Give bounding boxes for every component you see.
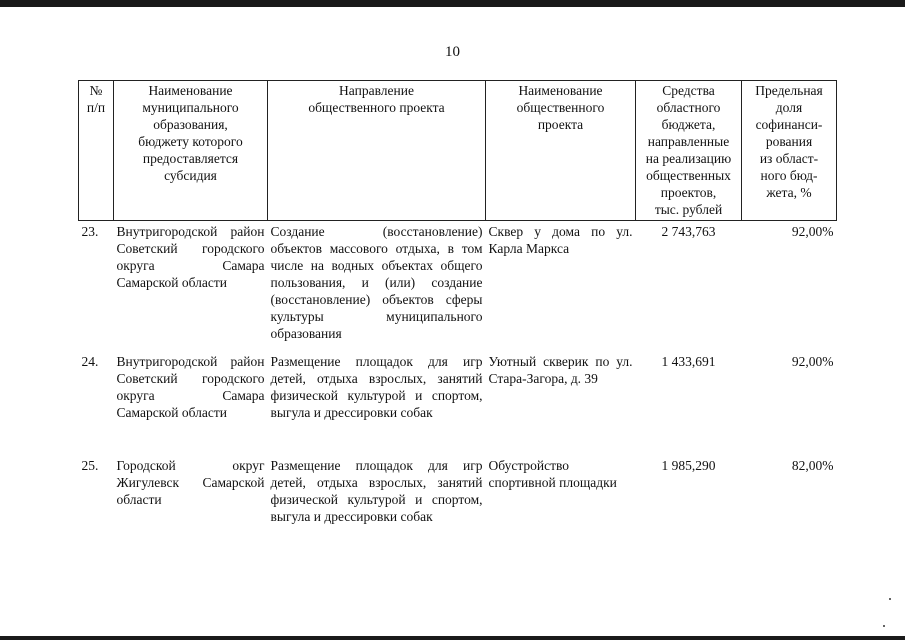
header-municipality: Наименование муниципального образования, бюджету которого предоставляется субсидия xyxy=(114,81,268,221)
row-municipality: Городской округ Жигулевск Самарской области xyxy=(116,458,265,507)
page-number: 10 xyxy=(445,44,460,60)
row-number: 24. xyxy=(81,354,99,369)
header-project: Наименование общественного проекта xyxy=(486,81,636,221)
header-funds: Средства областного бюджета, направленные на реализацию общественных проектов, тыс. рублей xyxy=(636,81,742,221)
row-direction: Создание (восстановление) объектов массового отдыха, в том числе на водных объектах общего пользования, и (или) создание (восстановление) объектов сферы культуры муниципального образования xyxy=(270,224,483,341)
row-project: Обустройство спортивной площадки xyxy=(488,458,617,490)
header-share: Предельная доля софинанси- рования из област- ного бюд- жета, % xyxy=(742,81,837,221)
table-row xyxy=(79,455,837,547)
row-funds: 1 985,290 xyxy=(661,458,716,473)
header-number: № п/п xyxy=(79,81,114,221)
header-direction: Направление общественного проекта xyxy=(268,81,486,221)
scan-speck xyxy=(889,598,891,600)
table-header-row xyxy=(79,81,837,221)
table-row xyxy=(79,351,837,455)
top-edge-rule xyxy=(0,0,905,7)
row-number: 23. xyxy=(81,224,99,239)
scan-speck xyxy=(883,625,885,627)
row-funds: 2 743,763 xyxy=(661,224,716,239)
row-direction: Размещение площадок для игр детей, отдыха взрослых, занятий физической культурой и спортом, выгула и дрессировки собак xyxy=(270,354,483,420)
row-municipality: Внутригородской район Советский городского округа Самара Самарской области xyxy=(116,354,265,420)
row-number: 25. xyxy=(81,458,99,473)
row-share: 82,00% xyxy=(791,458,834,473)
row-direction: Размещение площадок для игр детей, отдыха взрослых, занятий физической культурой и спортом, выгула и дрессировки собак xyxy=(270,458,483,524)
row-project: Уютный скверик по ул. Стара-Загора, д. 39 xyxy=(488,354,633,386)
row-project: Сквер у дома по ул. Карла Маркса xyxy=(488,224,633,256)
subsidy-table xyxy=(78,80,837,547)
row-share: 92,00% xyxy=(791,224,834,239)
bottom-edge-rule xyxy=(0,636,905,640)
row-funds: 1 433,691 xyxy=(661,354,716,369)
table-row xyxy=(79,221,837,352)
row-share: 92,00% xyxy=(791,354,834,369)
row-municipality: Внутригородской район Советский городского округа Самара Самарской области xyxy=(116,224,265,290)
